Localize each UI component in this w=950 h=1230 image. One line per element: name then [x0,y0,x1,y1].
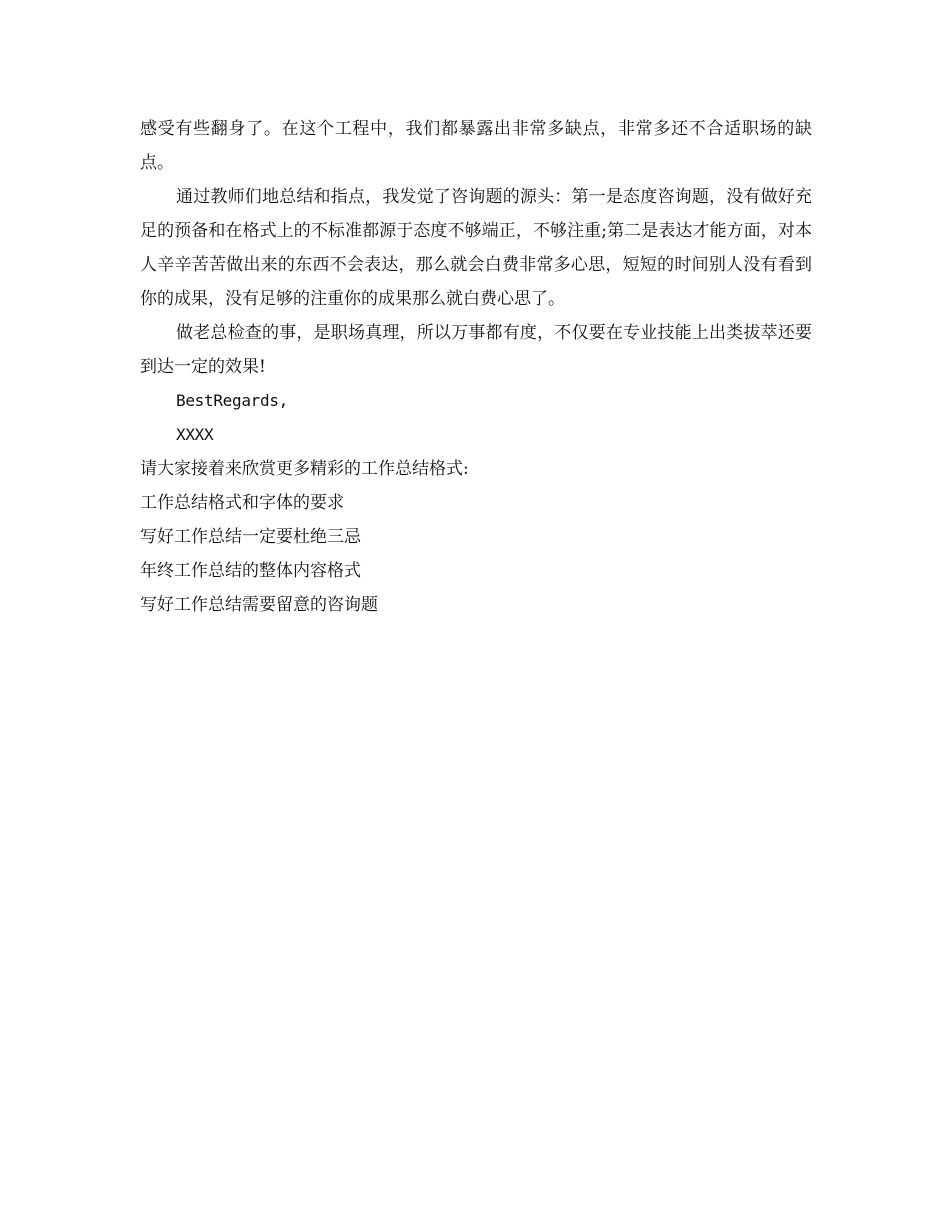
more-intro: 请大家接着来欣赏更多精彩的工作总结格式: [140,459,469,479]
signature: XXXX [176,425,214,444]
related-link-1[interactable]: 工作总结格式和字体的要求 [140,493,344,513]
document-page [140,112,812,622]
paragraph-analysis: 通过教师们地总结和指点，我发觉了咨询题的源头：第一是态度咨询题，没有做好充足的预备和在格式上的不标准都源于态度不够端正，不够注重;第二是表达才能方面，对本人辛辛苦苦做出来的东西不会表达，那么就会白费非常多心思，短短的时间别人没有看到你的成果，没有足够的注重你的成果那么就白费心思了。 [140,187,812,309]
paragraph-conclusion: 做老总检查的事，是职场真理，所以万事都有度，不仅要在专业技能上出类拔萃还要到达一定的效果! [140,323,812,377]
related-link-3[interactable]: 年终工作总结的整体内容格式 [140,561,361,581]
paragraph-continuation: 感受有些翻身了。在这个工程中，我们都暴露出非常多缺点，非常多还不合适职场的缺点。 [140,119,812,173]
closing-regards: BestRegards, [176,391,288,410]
related-link-2[interactable]: 写好工作总结一定要杜绝三忌 [140,527,361,547]
related-link-4[interactable]: 写好工作总结需要留意的咨询题 [140,595,378,615]
